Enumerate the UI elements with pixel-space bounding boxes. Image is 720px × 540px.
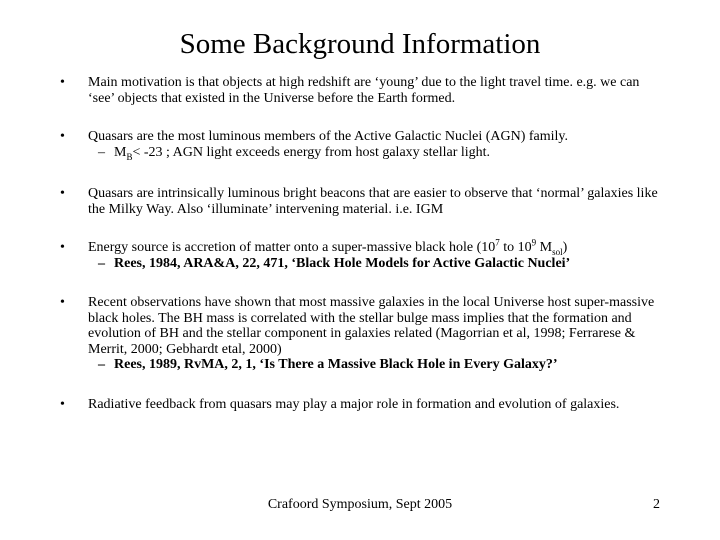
reference-text: Rees, 1989, RvMA, 2, 1, ‘Is There a Massive Black Hole in Every Galaxy?’ (114, 357, 558, 372)
magnitude-band: B (126, 151, 133, 162)
bullet-marker: • (60, 295, 65, 310)
sub-bullet-dash: – (98, 255, 105, 271)
bullet-marker: • (60, 129, 65, 144)
bullet-marker: • (60, 240, 65, 255)
slide-title: Some Background Information (179, 28, 541, 60)
magnitude-symbol: M (114, 144, 127, 160)
energy-text-d: ) (562, 240, 568, 255)
footer-event: Crafoord Symposium, Sept 2005 (267, 497, 453, 512)
sub-bullet-magnitude (88, 145, 668, 161)
exponent-9: 9 (531, 237, 537, 248)
solar-subscript: sol (552, 246, 563, 257)
bullet-beacons: Quasars are intrinsically luminous bright beacons that are easier to observe that ‘normal’ galaxies like the Milky Way. Also ‘illuminate’ intervening material. i.e. IGM (88, 186, 658, 217)
bullet-quasars-luminous (88, 129, 668, 160)
bullet-text: Recent observations have shown that most massive galaxies in the local Universe host super-massive black holes. The BH mass is correlated with the stellar bulge mass implies that the formation and evolution of BH and the stellar component in galaxies related (Magorrian et al, 1998; Ferrarese & Merrit, 2000; Gebhardt etal, 2000) (88, 295, 655, 357)
sub-bullet-dash: – (98, 144, 105, 160)
energy-text-b: to 10 (499, 240, 532, 255)
bullet-motivation: Main motivation is that objects at high redshift are ‘young’ due to the light travel time. e.g. we can ‘see’ objects that existed in the Universe before the Earth formed. (88, 75, 640, 106)
energy-text-a: Energy source is accretion of matter onto a super-massive black hole (10 (88, 240, 496, 255)
sub-bullet-rees-1989 (88, 357, 668, 373)
sub-bullet-rees-1984 (88, 256, 668, 272)
reference-text: Rees, 1984, ARA&A, 22, 471, ‘Black Hole Models for Active Galactic Nuclei’ (114, 255, 571, 271)
exponent-7: 7 (495, 237, 500, 248)
energy-text-c: M (536, 240, 553, 255)
bullet-energy-source (88, 237, 668, 271)
bullet-text: Quasars are the most luminous members of the Active Galactic Nuclei (AGN) family. (88, 129, 569, 144)
bullet-radiative-feedback: Radiative feedback from quasars may play a major role in formation and evolution of galaxies. (88, 397, 620, 412)
sub-bullet-dash: – (98, 357, 105, 372)
bullet-marker: • (60, 75, 65, 90)
page-number: 2 (653, 497, 660, 512)
bullet-recent-observations (88, 295, 668, 373)
bullet-marker: • (60, 186, 65, 201)
bullet-marker: • (60, 397, 65, 412)
magnitude-text: < -23 ; AGN light exceeds energy from host galaxy stellar light. (132, 144, 491, 160)
